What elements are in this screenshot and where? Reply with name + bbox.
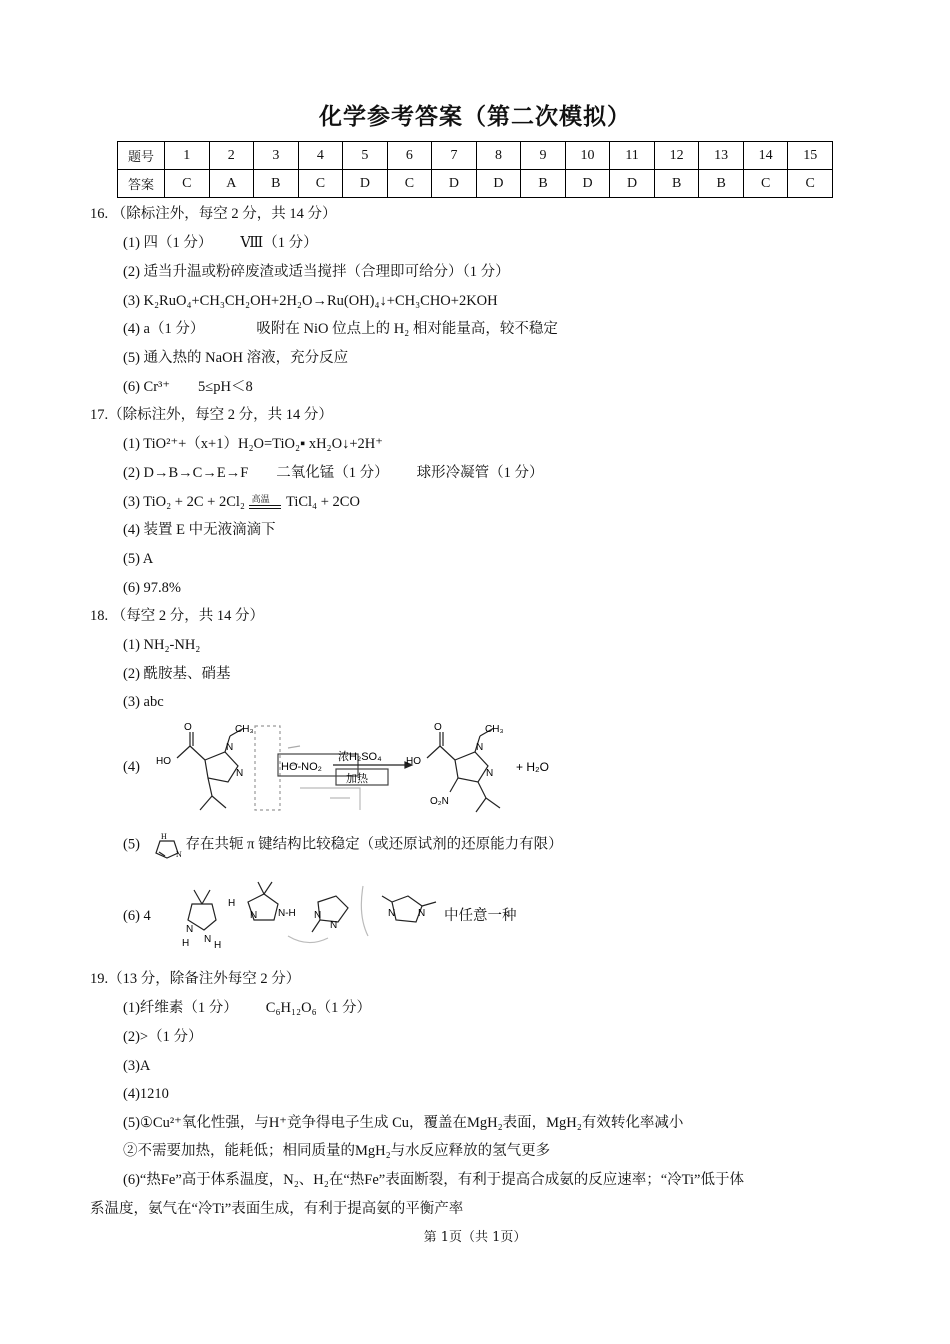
answer-text: Ⅷ（1 分） (240, 235, 318, 251)
table-cell: 2 (209, 142, 254, 170)
atom-label: H (160, 832, 167, 841)
q18-answer-2: (2) 酰胺基、硝基 (123, 666, 231, 682)
table-cell: A (209, 170, 254, 198)
q18-answer-5 (123, 831, 563, 859)
table-cell: B (521, 170, 566, 198)
table-cell: C (387, 170, 432, 198)
pyrazole-ring (205, 752, 238, 782)
q16-answer-6 (123, 377, 253, 397)
table-cell: 7 (432, 142, 477, 170)
q19-answer-5b: ②不需要加热，能耗低；相同质量的MgH₂与水反应释放的氢气更多 (123, 1143, 551, 1159)
atom-label: N (486, 768, 494, 779)
q16-answer-1 (123, 233, 318, 253)
table-cell: 12 (654, 142, 699, 170)
table-row-numbers (118, 142, 833, 170)
row-label-number: 题号 (118, 142, 165, 170)
table-cell: 15 (788, 142, 833, 170)
table-cell: C (788, 170, 833, 198)
q16-answer-3: (3) K₂RuO₄+CH₃CH₂OH+2H₂O→Ru(OH)₄↓+CH₃CHO+2KOH (123, 293, 498, 309)
table-cell: B (699, 170, 744, 198)
table-cell: D (432, 170, 477, 198)
q16-heading: 16. （除标注外，每空 2 分，共 14 分） (90, 206, 337, 222)
atom-label: HO (406, 756, 421, 767)
q18-answer-6-note: 中任意一种 (444, 908, 517, 924)
q19-answer-3: (3)A (123, 1058, 151, 1074)
table-cell: 14 (743, 142, 788, 170)
q16-answer-4 (123, 319, 558, 339)
q18-heading: 18. （每空 2 分，共 14 分） (90, 608, 264, 624)
atom-label: N (186, 924, 194, 935)
q18-answer-4-label: (4) (123, 759, 140, 775)
table-cell: B (254, 170, 299, 198)
q17-answer-1: (1) TiO²⁺+（x+1）H₂O=TiO₂▪ xH₂O↓+2H⁺ (123, 436, 383, 452)
ring-3 (318, 896, 348, 922)
table-cell: C (298, 170, 343, 198)
table-cell: 8 (476, 142, 521, 170)
table-row-answers (118, 170, 833, 198)
atom-label: N (236, 768, 244, 779)
atom-label: H (228, 898, 236, 909)
q17-heading: 17.（除标注外，每空 2 分，共 14 分） (90, 407, 333, 423)
q19-heading: 19.（13 分，除备注外每空 2 分） (90, 971, 301, 987)
row-label-answer: 答案 (118, 170, 165, 198)
q17-answer-3 (123, 492, 360, 512)
q19-answer-5: (5)①Cu²⁺氧化性强，与H⁺竞争得电子生成 Cu，覆盖在MgH₂表面，MgH₂有效转化率减小 (123, 1115, 684, 1131)
atom-label: N (330, 920, 338, 931)
answer-text: 球形冷凝管（1 分） (416, 465, 544, 481)
q17-answer-5: (5) A (123, 551, 154, 567)
q19-answer-4: (4)1210 (123, 1086, 169, 1102)
equals-line (249, 505, 281, 506)
reaction-condition (249, 494, 283, 512)
atom-label: HO (156, 756, 171, 767)
answer-text: (1)纤维素（1 分） (123, 1000, 238, 1016)
answer-text: 吸附在 NiO 位点上的 H₂ 相对能量高，较不稳定 (256, 321, 558, 337)
table-cell: 1 (165, 142, 210, 170)
table-cell: C (743, 170, 788, 198)
table-cell: 13 (699, 142, 744, 170)
table-cell: 10 (565, 142, 610, 170)
table-cell: D (610, 170, 655, 198)
answer-text: (4) a（1 分） (123, 321, 205, 337)
q19-answer-1 (123, 998, 371, 1018)
q17-answer-2 (123, 463, 544, 483)
atom-label: N-H (278, 908, 296, 919)
q17-answer-4: (4) 装置 E 中无液滴滴下 (123, 522, 276, 538)
answer-label: (5) (123, 836, 140, 853)
table-cell: D (565, 170, 610, 198)
nitration-reaction-diagram (150, 718, 580, 818)
table-cell: C (165, 170, 210, 198)
table-cell: D (343, 170, 388, 198)
condition-label: 高温 (251, 494, 270, 505)
q17-answer-6: (6) 97.8% (123, 580, 181, 596)
atom-label: N (226, 742, 234, 753)
answer-text: TiCl₄ + 2CO (285, 494, 360, 510)
answer-table (117, 141, 833, 198)
isomer-structures (178, 876, 446, 952)
atom-label: N (388, 908, 396, 919)
atom-label: CH₃ (235, 724, 254, 735)
atom-label: N (418, 908, 426, 919)
q19-answer-6: (6)“热Fe”高于体系温度，N₂、H₂在“热Fe”表面断裂，有利于提高合成氨的反应速率；“冷Ti”低于体 (123, 1172, 744, 1188)
answer-text: 存在共轭 π 键结构比较稳定（或还原试剂的还原能力有限） (185, 836, 563, 853)
answer-text: (2) D→B→C→E→F (123, 465, 249, 481)
atom-label: N (314, 910, 322, 921)
answer-text: 二氧化锰（1 分） (276, 465, 389, 481)
q16-answer-2: (2) 适当升温或粉碎废渣或适当搅拌（合理即可给分）（1 分） (123, 264, 510, 280)
table-cell: 3 (254, 142, 299, 170)
q18-answer-3: (3) abc (123, 694, 164, 710)
table-cell: 5 (343, 142, 388, 170)
table-cell: 6 (387, 142, 432, 170)
condition-label: 加热 (346, 773, 368, 785)
atom-label: H (214, 940, 222, 951)
table-cell: B (654, 170, 699, 198)
atom-label: N (250, 910, 258, 921)
reagent-label: HO-NO₂ (281, 761, 322, 773)
atom-label: O (184, 722, 192, 733)
table-cell: 4 (298, 142, 343, 170)
atom-label: N (204, 934, 212, 945)
answer-text: (1) 四（1 分） (123, 235, 213, 251)
q16-answer-5: (5) 通入热的 NaOH 溶液，充分反应 (123, 350, 349, 366)
condition-label: 浓H₂SO₄ (338, 751, 382, 763)
q19-answer-6b: 系温度，氨气在“冷Ti”表面生成，有利于提高氨的平衡产率 (90, 1201, 464, 1217)
table-cell: 9 (521, 142, 566, 170)
product-water: + H₂O (516, 760, 549, 774)
atom-label: CH₃ (485, 724, 504, 735)
page-title: 化学参考答案（第二次模拟） (319, 104, 631, 130)
page-footer: 第 1页（共 1页） (423, 1230, 527, 1245)
atom-label: N (476, 742, 484, 753)
table-cell: D (476, 170, 521, 198)
q19-answer-2: (2)>（1 分） (123, 1029, 203, 1045)
equals-line (249, 508, 281, 509)
answer-text: (6) Cr³⁺ (123, 379, 171, 395)
q18-answer-1: (1) NH₂-NH₂ (123, 637, 201, 653)
atom-label: O₂N (430, 796, 449, 807)
answer-text: C₆H₁₂O₆（1 分） (265, 1000, 372, 1016)
answer-text: (3) TiO₂ + 2C + 2Cl₂ (123, 494, 245, 510)
atom-label: H (182, 938, 190, 949)
pyrazole-structure (150, 831, 184, 859)
answer-text: 5≤pH＜8 (198, 379, 253, 395)
atom-label: N (175, 850, 182, 859)
table-cell: 11 (610, 142, 655, 170)
q18-answer-6: (6) 4 (123, 908, 151, 924)
atom-label: O (434, 722, 442, 733)
